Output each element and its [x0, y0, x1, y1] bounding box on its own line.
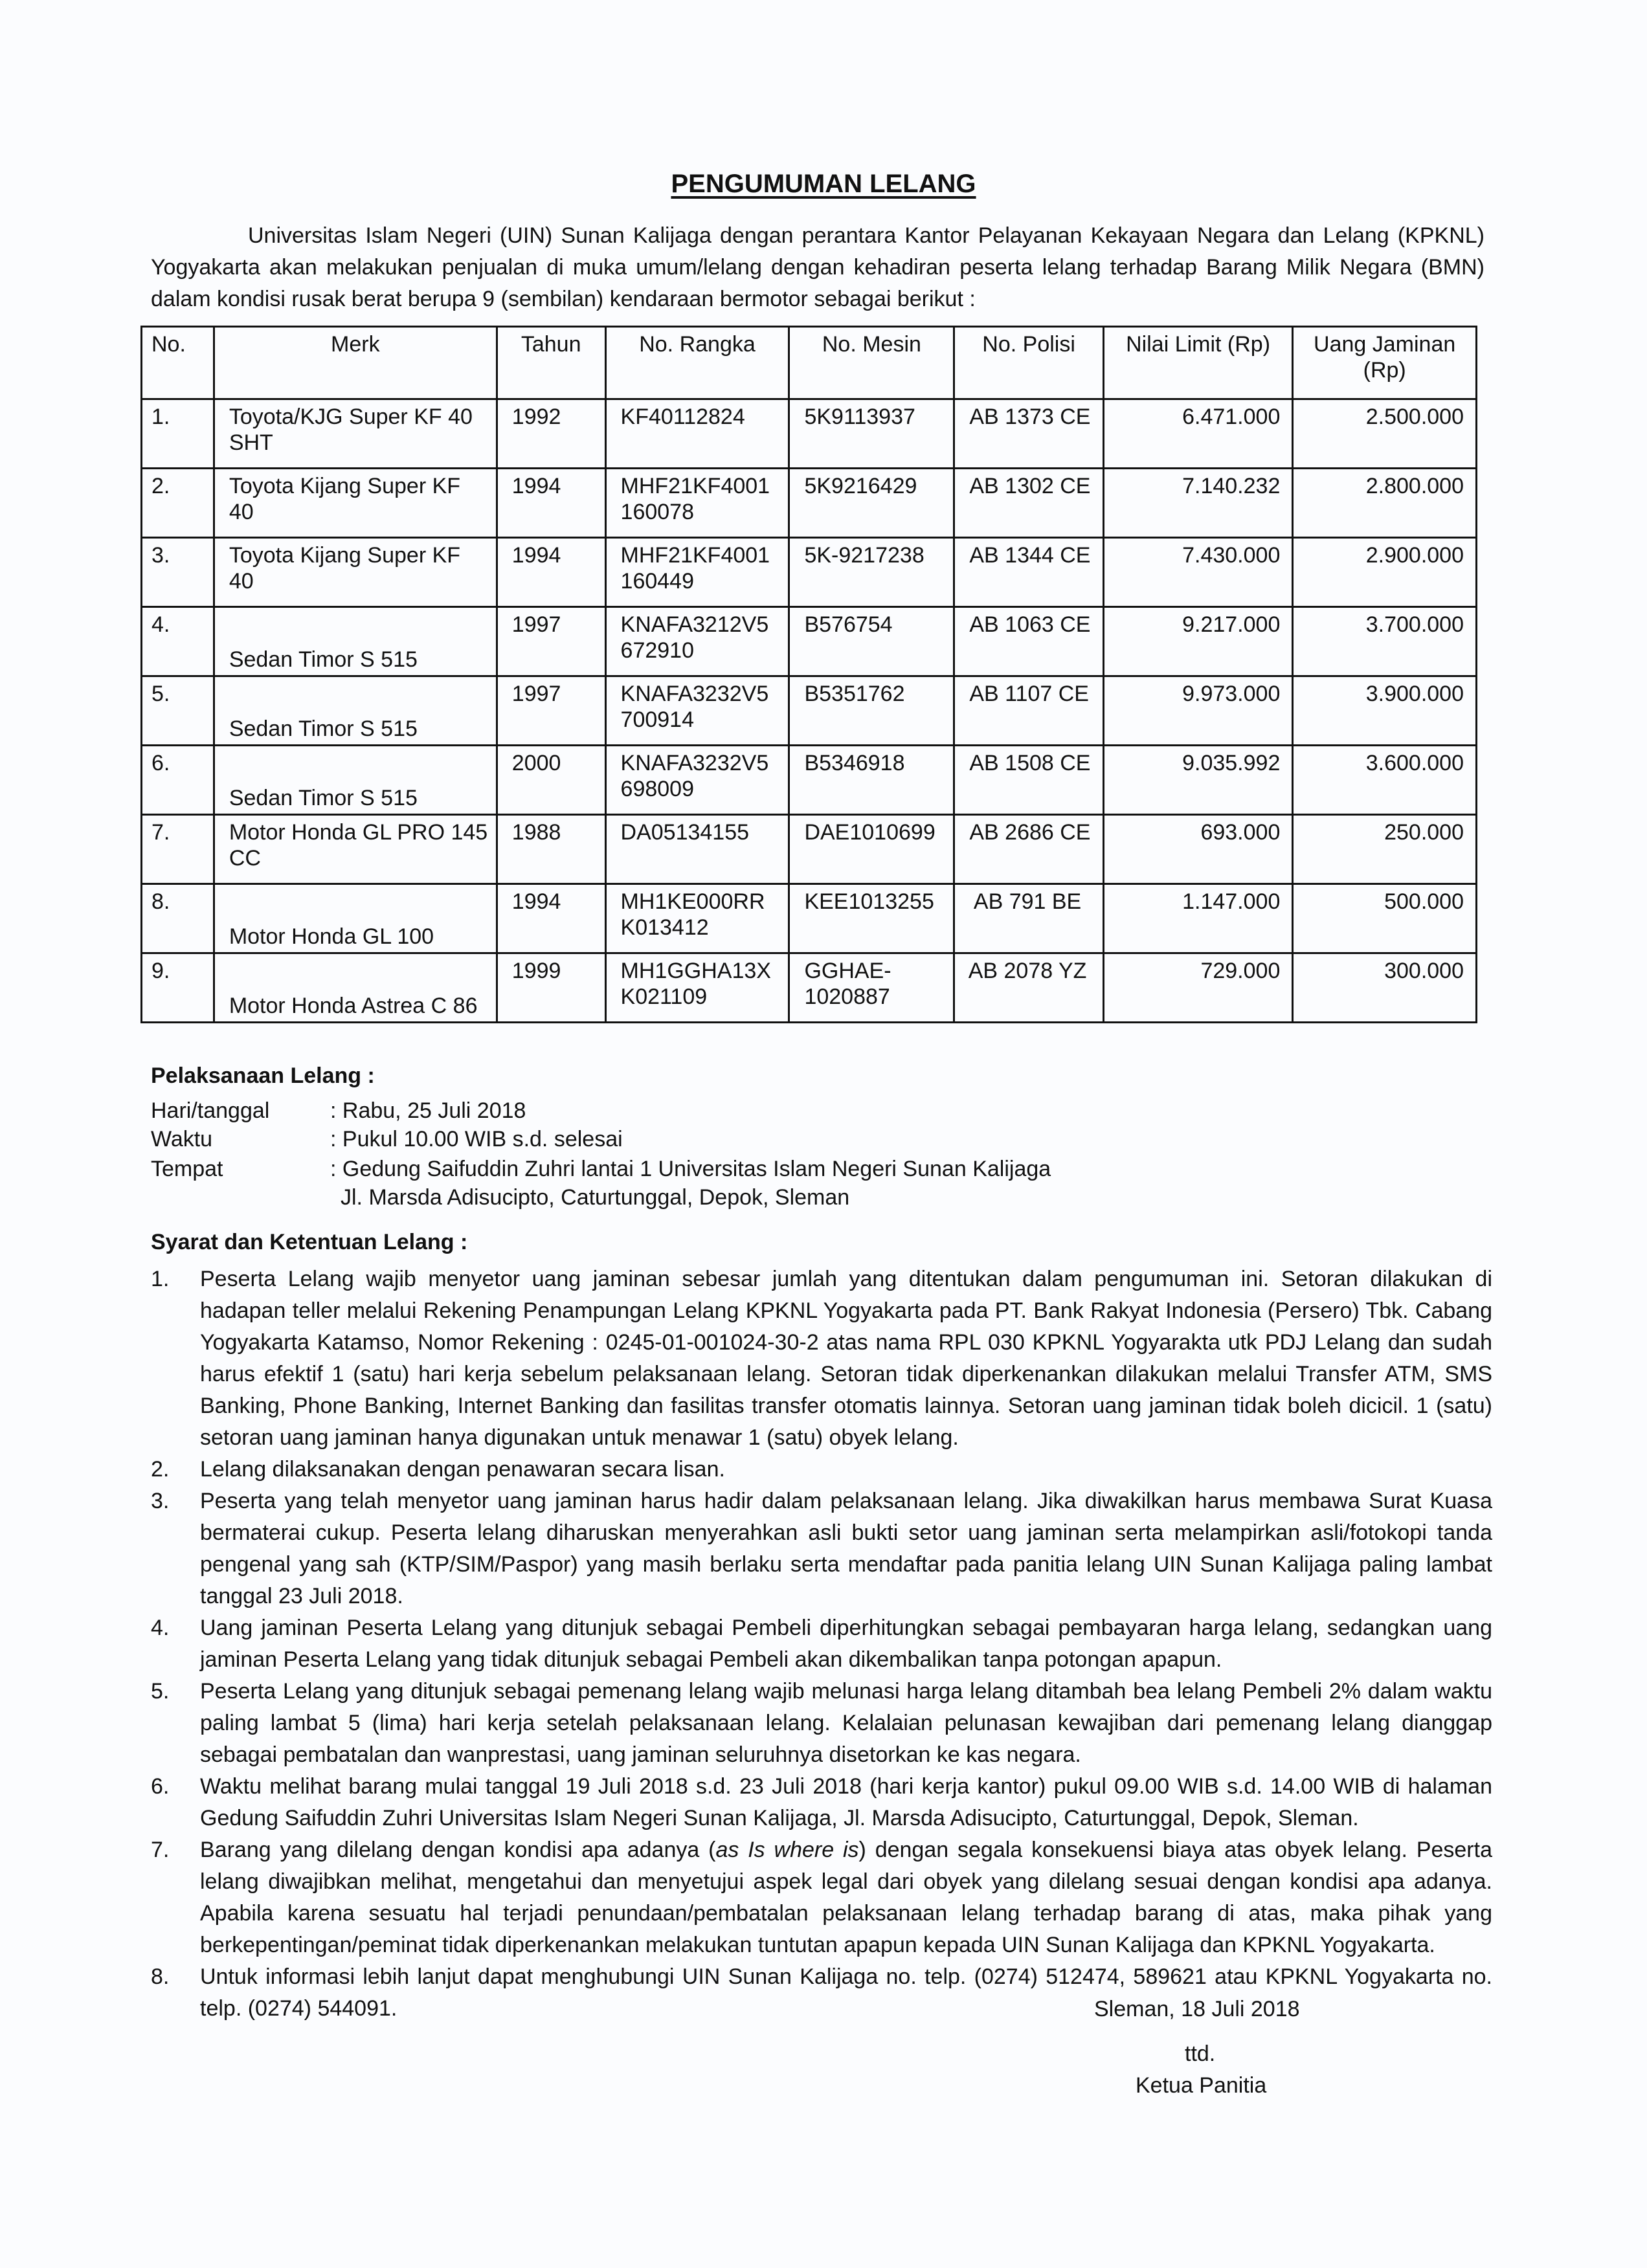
cell-rangka: KNAFA3232V5 698009 [605, 746, 789, 815]
cell-polisi: AB 2686 CE [954, 815, 1103, 884]
header-polisi: No. Polisi [954, 327, 1103, 399]
term-text: Peserta Lelang wajib menyetor uang jaminan sebesar jumlah yang ditentukan dalam pengumuman ini. Setoran dilakukan di hadapan teller melalui Rekening Penampungan Lelang KPKNL Yogyakarta pada PT. Bank Rakyat Indonesia (Persero) Tbk. Cabang Yogyakarta Katamso, Nomor Rekening : 0245-01-001024-30-2 atas nama RPL 030 KPKNL Yogyarakta utk PDJ Lelang dan sudah harus efektif 1 (satu) hari kerja sebelum pelaksanaan lelang. Setoran tidak diperkenankan dilakukan melalui Transfer ATM, SMS Banking, Phone Banking, Internet Banking dan fasilitas transfer otomatis lainnya. Setoran uang jaminan tidak boleh dicicil. 1 (satu) setoran uang jaminan hanya digunakan untuk menawar 1 (satu) obyek lelang. [200, 1267, 1492, 1450]
cell-no: 9. [142, 953, 214, 1023]
cell-tahun: 1997 [497, 607, 605, 676]
label: Hari/tanggal [151, 1098, 270, 1123]
cell-limit: 7.430.000 [1103, 538, 1293, 607]
term-number: 3. [151, 1489, 170, 1513]
cell-merk: Toyota Kijang Super KF 40 [214, 469, 497, 538]
table-header-row [142, 327, 1477, 399]
cell-no: 8. [142, 884, 214, 953]
cell-polisi: AB 2078 YZ [954, 953, 1103, 1023]
cell-jaminan: 3.600.000 [1293, 746, 1477, 815]
cell-merk: Motor Honda GL 100 [214, 884, 497, 953]
term-number: 8. [151, 1964, 170, 1989]
table-row [142, 746, 1477, 815]
table-row [142, 607, 1477, 676]
header-limit: Nilai Limit (Rp) [1103, 327, 1293, 399]
cell-rangka: KF40112824 [605, 399, 789, 469]
table-row [142, 953, 1477, 1023]
term-item [151, 1263, 1492, 1454]
header-jaminan: Uang Jaminan (Rp) [1293, 327, 1477, 399]
cell-merk: Sedan Timor S 515 [214, 746, 497, 815]
value-block [330, 1155, 1051, 1212]
cell-mesin: B576754 [789, 607, 954, 676]
value-address: Jl. Marsda Adisucipto, Caturtunggal, Depok, Sleman [341, 1185, 850, 1210]
cell-polisi: AB 1302 CE [954, 469, 1103, 538]
intro-paragraph: Universitas Islam Negeri (UIN) Sunan Kalijaga dengan perantara Kantor Pelayanan Kekayaan Negara dan Lelang (KPKNL) Yogyakarta akan melakukan penjualan di muka umum/lelang dengan kehadiran peserta lelang terhadap Barang Milik Negara (BMN) dalam kondisi rusak berat berupa 9 (sembilan) kendaraan bermotor sebagai berikut : [151, 223, 1485, 311]
cell-no: 3. [142, 538, 214, 607]
cell-polisi: AB 791 BE [954, 884, 1103, 953]
term-number: 6. [151, 1774, 170, 1799]
cell-mesin: GGHAE-1020887 [789, 953, 954, 1023]
term-number: 4. [151, 1616, 170, 1640]
header-merk: Merk [214, 327, 497, 399]
cell-rangka: MH1KE000RR K013412 [605, 884, 789, 953]
cell-merk: Toyota Kijang Super KF 40 [214, 538, 497, 607]
cell-mesin: DAE1010699 [789, 815, 954, 884]
term-number: 2. [151, 1457, 170, 1482]
cell-mesin: 5K-9217238 [789, 538, 954, 607]
cell-limit: 7.140.232 [1103, 469, 1293, 538]
cell-limit: 693.000 [1103, 815, 1293, 884]
cell-mesin: B5351762 [789, 676, 954, 746]
value: : Rabu, 25 Juli 2018 [330, 1098, 526, 1123]
cell-jaminan: 2.900.000 [1293, 538, 1477, 607]
terms-list [151, 1263, 1492, 2025]
term-item [151, 1834, 1492, 1961]
header-rangka: No. Rangka [605, 327, 789, 399]
cell-mesin: 5K9216429 [789, 469, 954, 538]
cell-no: 5. [142, 676, 214, 746]
pelaksanaan-row-date [151, 1096, 526, 1125]
syarat-heading: Syarat dan Ketentuan Lelang : [151, 1230, 468, 1254]
cell-rangka: MHF21KF4001 160078 [605, 469, 789, 538]
table-row [142, 815, 1477, 884]
table-row [142, 884, 1477, 953]
value: : Gedung Saifuddin Zuhri lantai 1 Universitas Islam Negeri Sunan Kalijaga [330, 1157, 1051, 1181]
cell-tahun: 1988 [497, 815, 605, 884]
term-number: 7. [151, 1838, 170, 1862]
cell-polisi: AB 1063 CE [954, 607, 1103, 676]
table-row [142, 538, 1477, 607]
label: Waktu [151, 1127, 213, 1151]
table-row [142, 676, 1477, 746]
cell-mesin: 5K9113937 [789, 399, 954, 469]
cell-limit: 6.471.000 [1103, 399, 1293, 469]
cell-tahun: 1999 [497, 953, 605, 1023]
cell-no: 4. [142, 607, 214, 676]
cell-tahun: 1994 [497, 884, 605, 953]
cell-no: 6. [142, 746, 214, 815]
pelaksanaan-row-time [151, 1125, 623, 1153]
term-text [200, 1834, 1492, 1961]
cell-merk: Sedan Timor S 515 [214, 607, 497, 676]
cell-tahun: 1997 [497, 676, 605, 746]
cell-jaminan: 250.000 [1293, 815, 1477, 884]
header-tahun: Tahun [497, 327, 605, 399]
term-text: Lelang dilaksanakan dengan penawaran secara lisan. [200, 1457, 725, 1482]
cell-merk: Motor Honda GL PRO 145 CC [214, 815, 497, 884]
cell-polisi: AB 1508 CE [954, 746, 1103, 815]
term-text: Waktu melihat barang mulai tanggal 19 Juli 2018 s.d. 23 Juli 2018 (hari kerja kantor) pukul 09.00 WIB s.d. 14.00 WIB di halaman Gedung Saifuddin Zuhri Universitas Islam Negeri Sunan Kalijaga, Jl. Marsda Adisucipto, Caturtunggal, Depok, Sleman. [200, 1774, 1492, 1830]
cell-no: 7. [142, 815, 214, 884]
cell-polisi: AB 1344 CE [954, 538, 1103, 607]
cell-polisi: AB 1107 CE [954, 676, 1103, 746]
cell-rangka: MH1GGHA13X K021109 [605, 953, 789, 1023]
term-item [151, 1485, 1492, 1612]
cell-jaminan: 500.000 [1293, 884, 1477, 953]
term-item [151, 1454, 1492, 1485]
cell-tahun: 1992 [497, 399, 605, 469]
cell-rangka: DA05134155 [605, 815, 789, 884]
header-no: No. [142, 327, 214, 399]
cell-polisi: AB 1373 CE [954, 399, 1103, 469]
cell-no: 2. [142, 469, 214, 538]
cell-rangka: MHF21KF4001 160449 [605, 538, 789, 607]
pelaksanaan-row-place [151, 1155, 1051, 1212]
table-row [142, 399, 1477, 469]
place-date: Sleman, 18 Juli 2018 [1094, 1997, 1300, 2021]
term-text: Uang jaminan Peserta Lelang yang ditunjuk sebagai Pembeli diperhitungkan sebagai pembayaran harga lelang, sedangkan uang jaminan Peserta Lelang yang tidak ditunjuk sebagai Pembeli akan dikembalikan tanpa potongan apapun. [200, 1616, 1492, 1672]
cell-tahun: 1994 [497, 469, 605, 538]
label: Tempat [151, 1157, 223, 1181]
cell-jaminan: 2.500.000 [1293, 399, 1477, 469]
value: : Pukul 10.00 WIB s.d. selesai [330, 1127, 623, 1151]
term-text-pre: Barang yang dilelang dengan kondisi apa adanya ( [200, 1838, 716, 1862]
cell-limit: 9.973.000 [1103, 676, 1293, 746]
cell-limit: 9.217.000 [1103, 607, 1293, 676]
term-number: 1. [151, 1267, 170, 1291]
ttd: ttd. [1185, 2041, 1216, 2066]
term-text-italic: as Is where is [715, 1838, 859, 1862]
cell-jaminan: 3.700.000 [1293, 607, 1477, 676]
cell-mesin: B5346918 [789, 746, 954, 815]
cell-limit: 729.000 [1103, 953, 1293, 1023]
cell-jaminan: 2.800.000 [1293, 469, 1477, 538]
term-item [151, 1676, 1492, 1771]
cell-mesin: KEE1013255 [789, 884, 954, 953]
cell-tahun: 2000 [497, 746, 605, 815]
header-mesin: No. Mesin [789, 327, 954, 399]
term-number: 5. [151, 1679, 170, 1704]
cell-tahun: 1994 [497, 538, 605, 607]
signer-role: Ketua Panitia [1136, 2073, 1267, 2098]
cell-merk: Toyota/KJG Super KF 40 SHT [214, 399, 497, 469]
cell-jaminan: 3.900.000 [1293, 676, 1477, 746]
term-item [151, 1612, 1492, 1676]
term-text: Peserta Lelang yang ditunjuk sebagai pemenang lelang wajib melunasi harga lelang ditambah bea lelang Pembeli 2% dalam waktu paling lambat 5 (lima) hari kerja setelah pelaksanaan lelang. Kelalaian pelunasan kewajiban dari pemenang lelang dianggap sebagai pembatalan dan wanprestasi, uang jaminan seluruhnya disetorkan ke kas negara. [200, 1679, 1492, 1767]
cell-jaminan: 300.000 [1293, 953, 1477, 1023]
signature-block [1094, 1994, 1300, 2102]
cell-no: 1. [142, 399, 214, 469]
term-text: Peserta yang telah menyetor uang jaminan harus hadir dalam pelaksanaan lelang. Jika diwakilkan harus membawa Surat Kuasa bermaterai cukup. Peserta lelang diharuskan menyerahkan asli bukti setor uang jaminan serta melampirkan asli/fotokopi tanda pengenal yang sah (KTP/SIM/Paspor) yang masih berlaku serta mendaftar pada panitia lelang UIN Sunan Kalijaga paling lambat tanggal 23 Juli 2018. [200, 1489, 1492, 1608]
cell-merk: Motor Honda Astrea C 86 [214, 953, 497, 1023]
term-text-post: ) dengan segala konsekuensi biaya atas obyek lelang. Peserta lelang diwajibkan melihat, mengetahui dan menyetujui aspek legal dari obyek yang dilelang sesuai dengan kondisi apa adanya. Apabila karena sesuatu hal terjadi penundaan/pembatalan pelaksanaan lelang terhadap barang di atas, maka pihak yang berkepentingan/peminat tidak diperkenankan melakukan tuntutan apapun kepada UIN Sunan Kalijaga dan KPKNL Yogyakarta. [200, 1838, 1492, 1957]
cell-rangka: KNAFA3232V5 700914 [605, 676, 789, 746]
term-text: Untuk informasi lebih lanjut dapat menghubungi UIN Sunan Kalijaga no. telp. (0274) 512474, 589621 atau KPKNL Yogyakarta no. telp. (0274) 544091. [200, 1964, 1492, 2021]
table-row [142, 469, 1477, 538]
pelaksanaan-heading: Pelaksanaan Lelang : [151, 1063, 375, 1088]
page-title: PENGUMUMAN LELANG [671, 170, 976, 198]
cell-limit: 1.147.000 [1103, 884, 1293, 953]
cell-limit: 9.035.992 [1103, 746, 1293, 815]
term-item [151, 1771, 1492, 1834]
vehicle-table [140, 326, 1477, 1023]
cell-rangka: KNAFA3212V5 672910 [605, 607, 789, 676]
cell-merk: Sedan Timor S 515 [214, 676, 497, 746]
